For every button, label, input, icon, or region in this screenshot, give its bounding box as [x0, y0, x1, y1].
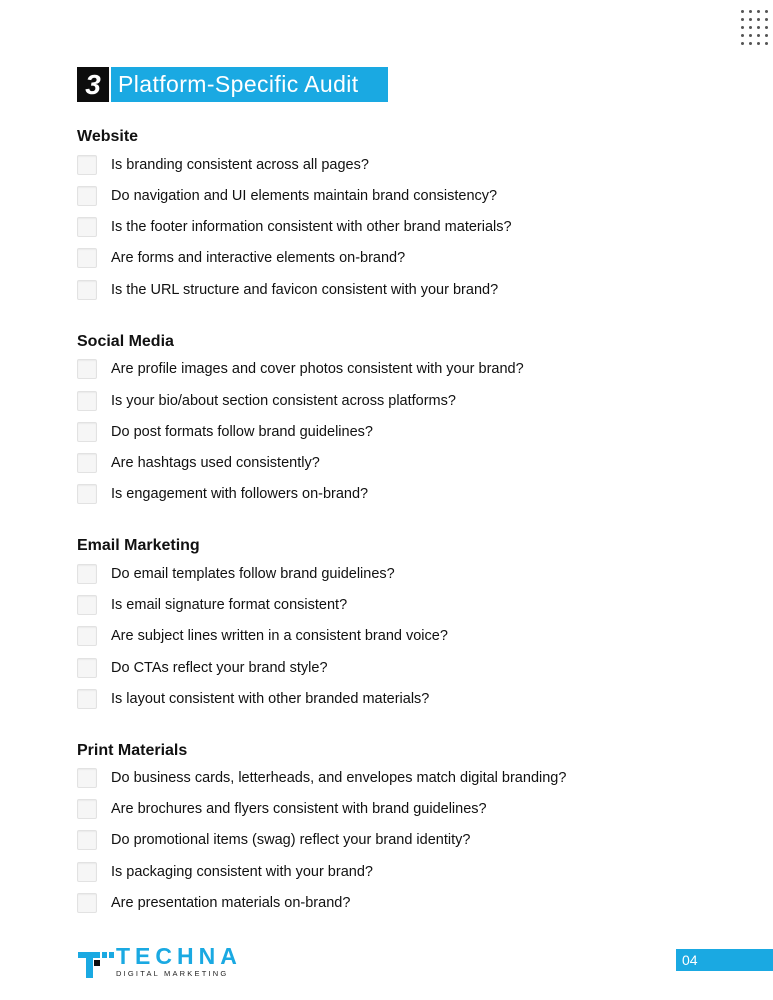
checkbox[interactable] — [77, 359, 97, 379]
checkbox[interactable] — [77, 626, 97, 646]
checklist-item — [77, 452, 320, 474]
checkbox[interactable] — [77, 186, 97, 206]
item-label: Are forms and interactive elements on-brand? — [111, 250, 406, 266]
checklist-item — [77, 829, 470, 851]
checklist-item — [77, 279, 498, 301]
dots-decoration — [741, 10, 773, 45]
checklist-item — [77, 154, 369, 176]
checklist-item — [77, 892, 350, 914]
checklist-item — [77, 625, 448, 647]
checkbox[interactable] — [77, 564, 97, 584]
checklist-item — [77, 594, 347, 616]
checklist-item — [77, 688, 429, 710]
section-header — [77, 67, 388, 102]
logo-tagline: DIGITAL MARKETING — [116, 969, 229, 978]
item-label: Is the footer information consistent with other brand materials? — [111, 219, 512, 235]
item-label: Are subject lines written in a consistent brand voice? — [111, 628, 448, 644]
checklist-item — [77, 247, 405, 269]
checkbox[interactable] — [77, 595, 97, 615]
company-logo — [78, 943, 242, 978]
checkbox[interactable] — [77, 768, 97, 788]
checklist-item — [77, 358, 524, 380]
checklist-item — [77, 421, 373, 443]
item-label: Is your bio/about section consistent across platforms? — [111, 393, 456, 409]
item-label: Is the URL structure and favicon consistent with your brand? — [111, 282, 499, 298]
item-label: Is email signature format consistent? — [111, 597, 348, 613]
logo-name: TECHNA — [116, 943, 242, 969]
item-label: Are hashtags used consistently? — [111, 455, 320, 471]
item-label: Do navigation and UI elements maintain brand consistency? — [111, 188, 498, 204]
checklist-item — [77, 798, 487, 820]
item-label: Do post formats follow brand guidelines? — [111, 424, 373, 440]
checkbox[interactable] — [77, 155, 97, 175]
checkbox[interactable] — [77, 658, 97, 678]
checklist-item — [77, 767, 566, 789]
checklist-item — [77, 185, 497, 207]
group-title-website: Website — [77, 128, 139, 145]
section-number: 3 — [77, 67, 109, 102]
group-title-print-materials: Print Materials — [77, 742, 188, 759]
checkbox[interactable] — [77, 893, 97, 913]
checkbox[interactable] — [77, 280, 97, 300]
checkbox[interactable] — [77, 689, 97, 709]
item-label: Do email templates follow brand guidelines? — [111, 566, 395, 582]
group-title-social-media: Social Media — [77, 333, 174, 350]
item-label: Is branding consistent across all pages? — [111, 157, 369, 173]
checkbox[interactable] — [77, 862, 97, 882]
item-label: Is layout consistent with other branded materials? — [111, 691, 430, 707]
checkbox[interactable] — [77, 453, 97, 473]
checkbox[interactable] — [77, 391, 97, 411]
checkbox[interactable] — [77, 217, 97, 237]
section-title: Platform-Specific Audit — [111, 67, 388, 102]
checkbox[interactable] — [77, 484, 97, 504]
item-label: Do promotional items (swag) reflect your brand identity? — [111, 832, 471, 848]
checklist-item — [77, 216, 512, 238]
checklist-item — [77, 861, 373, 883]
item-label: Is packaging consistent with your brand? — [111, 864, 373, 880]
checkbox[interactable] — [77, 830, 97, 850]
item-label: Do business cards, letterheads, and envelopes match digital branding? — [111, 770, 567, 786]
checkbox[interactable] — [77, 248, 97, 268]
item-label: Do CTAs reflect your brand style? — [111, 660, 328, 676]
checklist-item — [77, 390, 456, 412]
checklist-item — [77, 563, 395, 585]
item-label: Are profile images and cover photos consistent with your brand? — [111, 361, 524, 377]
checkbox[interactable] — [77, 422, 97, 442]
page-number: 04 — [676, 949, 773, 971]
checklist-item — [77, 483, 368, 505]
item-label: Are presentation materials on-brand? — [111, 895, 351, 911]
techna-logo-icon — [78, 952, 114, 978]
group-title-email-marketing: Email Marketing — [77, 537, 200, 554]
checklist-item — [77, 657, 328, 679]
checkbox[interactable] — [77, 799, 97, 819]
item-label: Are brochures and flyers consistent with brand guidelines? — [111, 801, 487, 817]
item-label: Is engagement with followers on-brand? — [111, 486, 369, 502]
